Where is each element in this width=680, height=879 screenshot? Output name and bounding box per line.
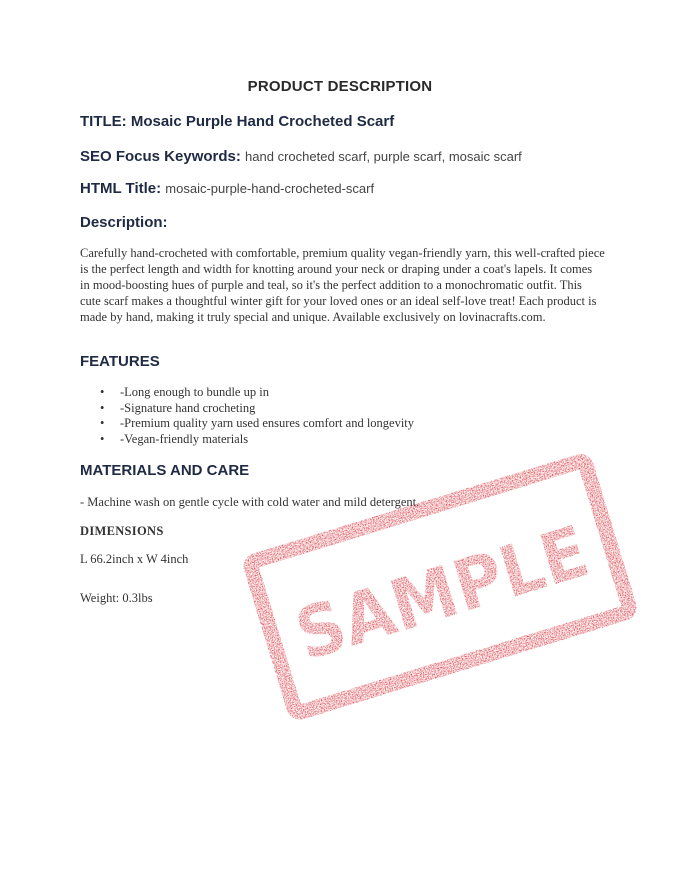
description-paragraph: Carefully hand-crocheted with comfortable, premium quality vegan-friendly yarn, this well-crafted piece is the perfect length and width for knotting around your neck or draping under a coat's lapels. It comes in mood-boosting hues of purple and teal, so it's the perfect addition to a monochromatic outfit. This cute scarf makes a thoughtful winter gift for your loved ones or an ideal self-love treat! Each product is made by hand, making it truly special and unique. Available exclusively on lovinacrafts.com. — [80, 246, 605, 324]
description-heading: Description: — [80, 214, 168, 231]
feature-item: • -Vegan-friendly materials — [100, 431, 249, 446]
html-title-value: mosaic-purple-hand-crocheted-scarf — [165, 181, 375, 196]
materials-heading: MATERIALS AND CARE — [80, 462, 250, 479]
seo-keywords-label: SEO Focus Keywords: — [80, 148, 241, 165]
product-title: TITLE: Mosaic Purple Hand Crocheted Scarf — [80, 113, 395, 130]
dimensions-heading: DIMENSIONS — [80, 524, 164, 538]
html-title-row — [80, 180, 374, 197]
document-heading: PRODUCT DESCRIPTION — [247, 78, 433, 95]
features-list — [100, 385, 414, 447]
seo-keywords-row — [80, 148, 522, 165]
features-heading: FEATURES — [80, 353, 160, 370]
dimensions-value: L 66.2inch x W 4inch — [80, 552, 189, 566]
feature-item: • -Signature hand crocheting — [100, 400, 256, 415]
html-title-label: HTML Title: — [80, 180, 162, 197]
feature-item: • -Long enough to bundle up in — [100, 385, 269, 399]
weight-value: Weight: 0.3lbs — [80, 591, 153, 605]
seo-keywords-value: hand crocheted scarf, purple scarf, mosaic scarf — [245, 149, 522, 164]
stamp-text: SAMPLE — [286, 505, 615, 677]
feature-item: • -Premium quality yarn used ensures comfort and longevity — [100, 416, 415, 430]
care-instructions: - Machine wash on gentle cycle with cold water and mild detergent. — [80, 495, 420, 509]
